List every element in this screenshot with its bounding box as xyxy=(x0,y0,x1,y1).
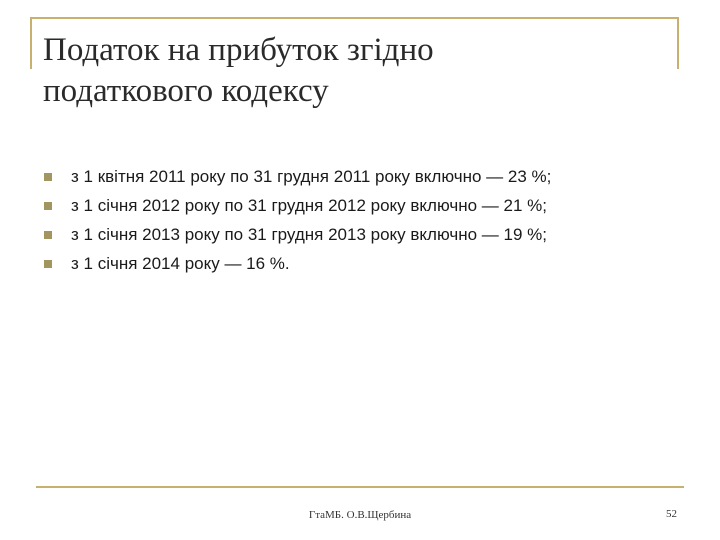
top-rule xyxy=(30,17,678,19)
square-bullet-icon xyxy=(44,260,52,268)
square-bullet-icon xyxy=(44,173,52,181)
bullet-text: з 1 квітня 2011 року по 31 грудня 2011 року включно — 23 %; xyxy=(71,166,552,186)
bullet-list xyxy=(44,162,694,278)
bullet-item xyxy=(44,191,694,220)
top-right-rule xyxy=(677,17,679,69)
slide-title xyxy=(43,30,663,112)
slide-title-line-2: податкового кодексу xyxy=(43,73,329,109)
footer-author: ГтаМБ. О.В.Щербина xyxy=(308,509,412,521)
bullet-item xyxy=(44,220,694,249)
slide-title-line-1: Податок на прибуток згідно xyxy=(43,32,434,68)
page-number: 52 xyxy=(666,508,677,520)
bullet-text: з 1 січня 2013 року по 31 грудня 2013 року включно — 19 %; xyxy=(71,224,547,244)
square-bullet-icon xyxy=(44,231,52,239)
bottom-rule xyxy=(36,486,684,488)
bullet-item xyxy=(44,162,694,191)
bullet-text: з 1 січня 2014 року — 16 %. xyxy=(71,253,290,273)
top-left-rule xyxy=(30,17,32,69)
bullet-item xyxy=(44,249,694,278)
bullet-text: з 1 січня 2012 року по 31 грудня 2012 року включно — 21 %; xyxy=(71,195,547,215)
square-bullet-icon xyxy=(44,202,52,210)
